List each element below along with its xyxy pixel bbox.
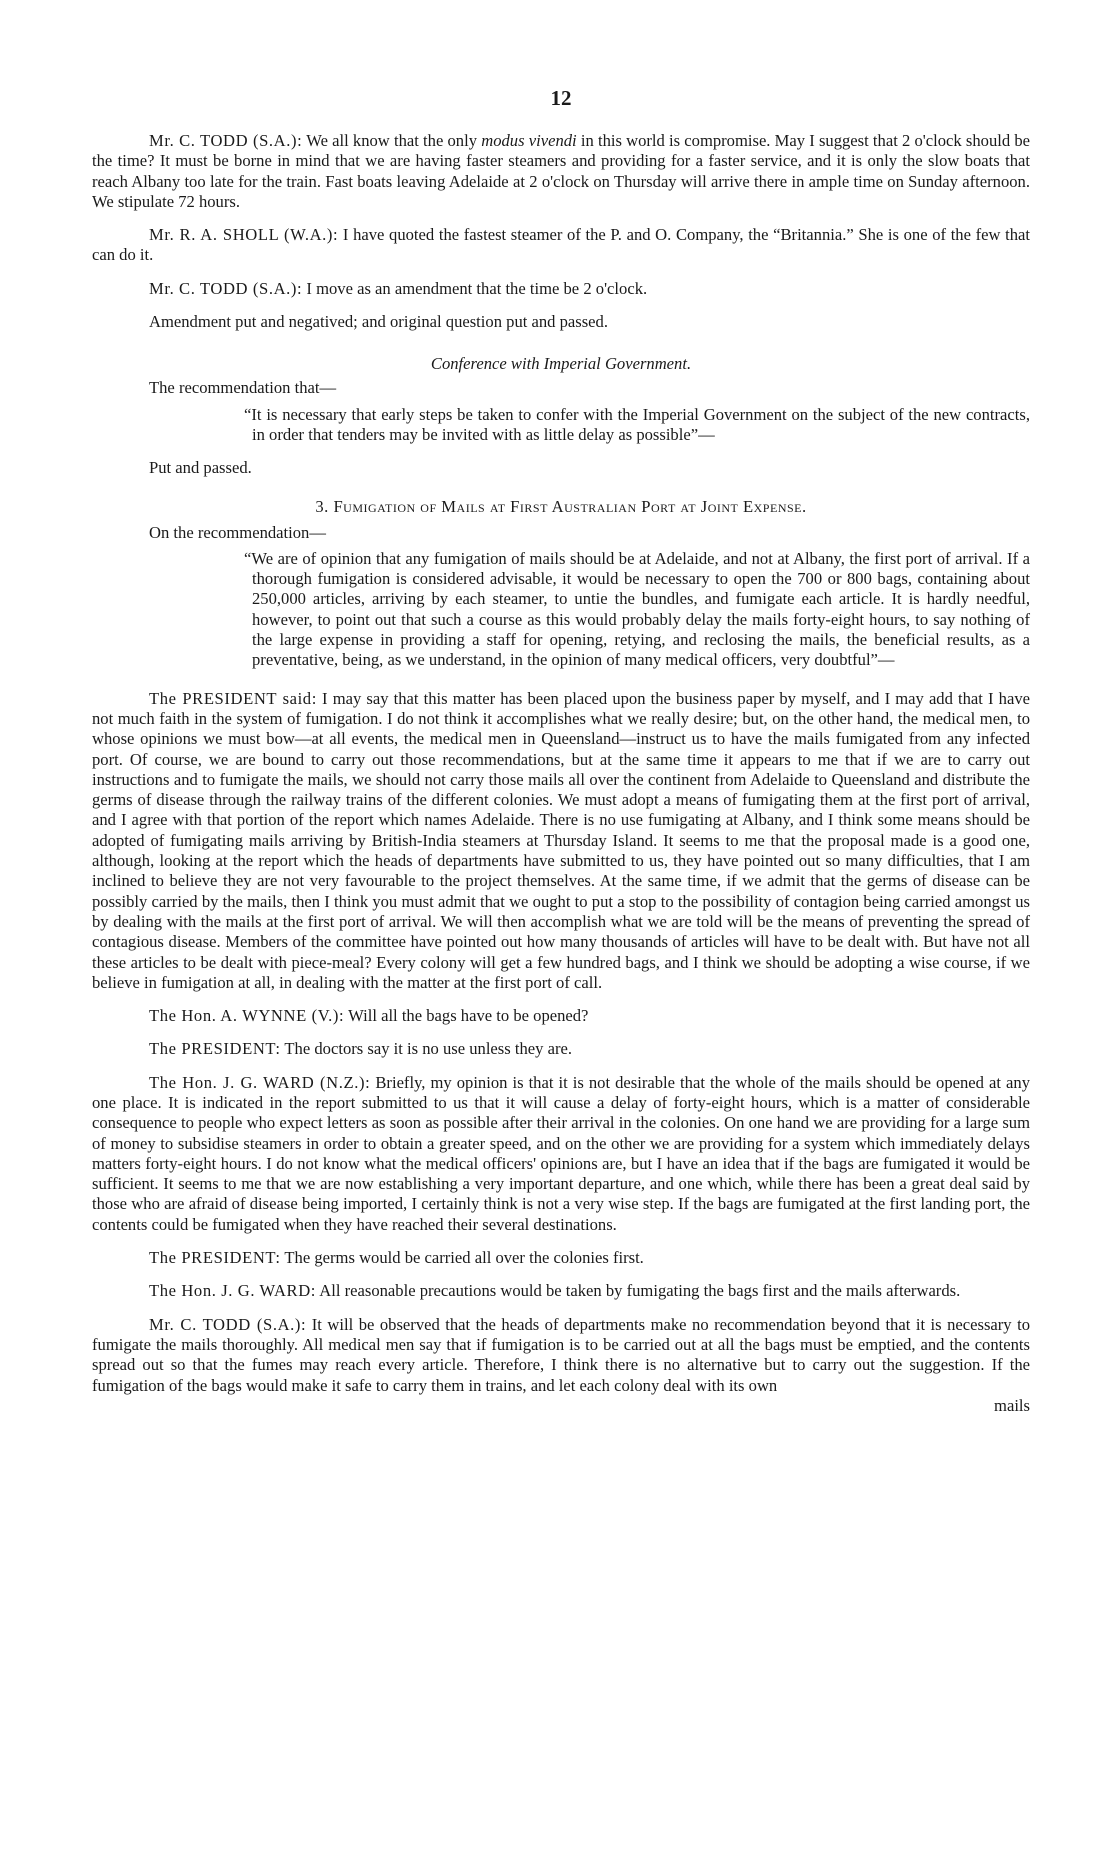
paragraph-president-3: The PRESIDENT: The germs would be carried all over the colonies first. xyxy=(149,1248,644,1268)
paragraph-ward-2: The Hon. J. G. WARD: All reasonable precautions would be taken by fumigating the bags first and the mails afterwards. xyxy=(149,1281,961,1301)
recommendation-quote: “It is necessary that early steps be taken to confer with the Imperial Government on the subject of the new contracts, in order that tenders may be invited with as little delay as possible”— xyxy=(244,404,1030,444)
paragraph-amendment: Amendment put and negatived; and original question put and passed. xyxy=(149,312,608,332)
fumigation-intro: On the recommendation— xyxy=(149,522,326,542)
page-number: 12 xyxy=(550,86,572,110)
section-heading-fumigation: 3. Fumigation of Mails at First Australian Port at Joint Expense. xyxy=(315,496,807,516)
speaker-name: The PRESIDENT: xyxy=(149,1248,281,1268)
paragraph-president-2: The PRESIDENT: The doctors say it is no use unless they are. xyxy=(149,1039,572,1059)
paragraph-todd-2: Mr. C. TODD (S.A.): I move as an amendment that the time be 2 o'clock. xyxy=(149,278,648,298)
paragraph-todd-3: Mr. C. TODD (S.A.): It will be observed that the heads of departments make no recommendation beyond that it is necessary to fumigate the mails thoroughly. All medical men say that if fumigation is to be carried out at all the bags must be emptied, and the contents spread out so that the fumes may reach every article. Therefore, I think there is no alternative but to carry out the suggestion. If the fumigation of the bags would make it safe to carry them in trains, and let each colony deal with its own xyxy=(92,1314,1030,1395)
fumigation-quote: “We are of opinion that any fumigation of mails should be at Adelaide, and not at Albany, the first port of arrival. If a thorough fumigation is considered advisable, it would be necessary to open the 700 or 800 bags, containing about 250,000 articles, arriving by each steamer, to untie the bundles, and fumigate each article. It is hardly needful, however, to point out that such a course as this would probably delay the mails forty-eight hours, to say nothing of the large expense in providing a staff for opening, retying, and reclosing the mails, the beneficial results, as a preventative, being, as we understand, in the opinion of many medical officers, very doubtful”— xyxy=(244,548,1030,670)
speaker-name: The Hon. A. WYNNE (V.): xyxy=(149,1006,345,1026)
paragraph-sholl: Mr. R. A. SHOLL (W.A.): I have quoted the fastest steamer of the P. and O. Company, the “Britannia.” She is one of the few that can do it. xyxy=(92,225,1031,265)
document-page xyxy=(92,86,1030,1416)
speaker-name: Mr. C. TODD (S.A.): xyxy=(149,278,303,298)
paragraph-ward-1: The Hon. J. G. WARD (N.Z.): Briefly, my opinion is that it is not desirable that the whole of the mails should be opened at any one place. It is indicated in the report submitted to us that it will cause a delay of forty-eight hours, which is a matter of considerable consequence to people who expect letters as soon as possible after their arrival in the colonies. On one hand we are providing for a large sum of money to subsidise steamers in order to obtain a greater speed, and on the other we are providing for a system which immediately delays matters forty-eight hours. I do not know what the medical officers' opinions are, but I have an idea that if the bags are fumigated it would be sufficient. It seems to me that we are now establishing a very important departure, and one which, while there has been a great deal said by those who are afraid of disease being imported, I certainly think is not a very wise step. If the bags are fumigated at the first landing port, the contents could be fumigated when they have reached their several destinations. xyxy=(92,1072,1030,1234)
speaker-name: Mr. C. TODD (S.A.): xyxy=(149,1314,307,1334)
recommendation-intro: The recommendation that— xyxy=(149,378,337,398)
section-heading-conference: Conference with Imperial Government. xyxy=(430,354,692,374)
paragraph-wynne: The Hon. A. WYNNE (V.): Will all the bags have to be opened? xyxy=(149,1006,589,1026)
speaker-name: The Hon. J. G. WARD: xyxy=(149,1281,317,1301)
recommendation-outcome: Put and passed. xyxy=(149,458,252,478)
catchword: mails xyxy=(994,1395,1030,1415)
speaker-name: The PRESIDENT: xyxy=(149,1039,281,1059)
paragraph-todd-1: Mr. C. TODD (S.A.): We all know that the only modus vivendi in this world is compromise. May I suggest that 2 o'clock should be the time? It must be borne in mind that we are having faster steamers and providing for a faster service, and it is only the slow boats that reach Albany too late for the train. Fast boats leaving Adelaide at 2 o'clock on Thursday will arrive there in ample time on Sunday afternoon. We stipulate 72 hours. xyxy=(92,131,1031,211)
speaker-name: Mr. C. TODD (S.A.): xyxy=(149,131,303,150)
speaker-name: The PRESIDENT said: xyxy=(149,688,317,708)
speaker-name: The Hon. J. G. WARD (N.Z.): xyxy=(149,1072,371,1092)
paragraph-president-1: The PRESIDENT said: I may say that this matter has been placed upon the business paper by myself, and I may add that I have not much faith in the system of fumigation. I do not think it accomplishes what we really desire; but, on the other hand, the medical men, to whose opinions we must bow—at all events, the medical men in Queensland—instruct us to have the mails fumigated from any infected port. Of course, we are bound to carry out those recommendations, but at the same time it appears to me that if we are to carry out instructions and to fumigate the mails, we should not carry those mails all over the continent from Adelaide to Queensland and distribute the germs of disease through the railway trains of the different colonies. We must adopt a means of fumigating them at the first port of arrival, and I agree with that portion of the report which names Adelaide. There is no use fumigating at Albany, and I think some means should be adopted of fumigating mails arriving by British-India steamers at Thursday Island. It seems to me that the proposal made is a good one, although, looking at the report which the heads of departments have submitted to us, they have pointed out so many difficulties, that I am inclined to believe they are not very favourable to the project themselves. At the same time, if we admit that the germs of disease can be possibly carried by the mails, then I think you must admit that we ought to put a stop to the possibility of contagion being carried amongst us by dealing with the mails at the first port of arrival. We will then accomplish what we are told will be the means of preventing the spread of contagious disease. Members of the committee have pointed out how many thousands of articles will have to be dealt with. But have not all these articles to be dealt with piece-meal? Every colony will get a few hundred bags, and I think we should be adopting a wise course, if we believe in fumigation at all, in dealing with the matter at the first port of call. xyxy=(92,688,1031,992)
speaker-name: Mr. R. A. SHOLL (W.A.): xyxy=(149,225,339,245)
latin-phrase: modus vivendi xyxy=(481,131,577,150)
